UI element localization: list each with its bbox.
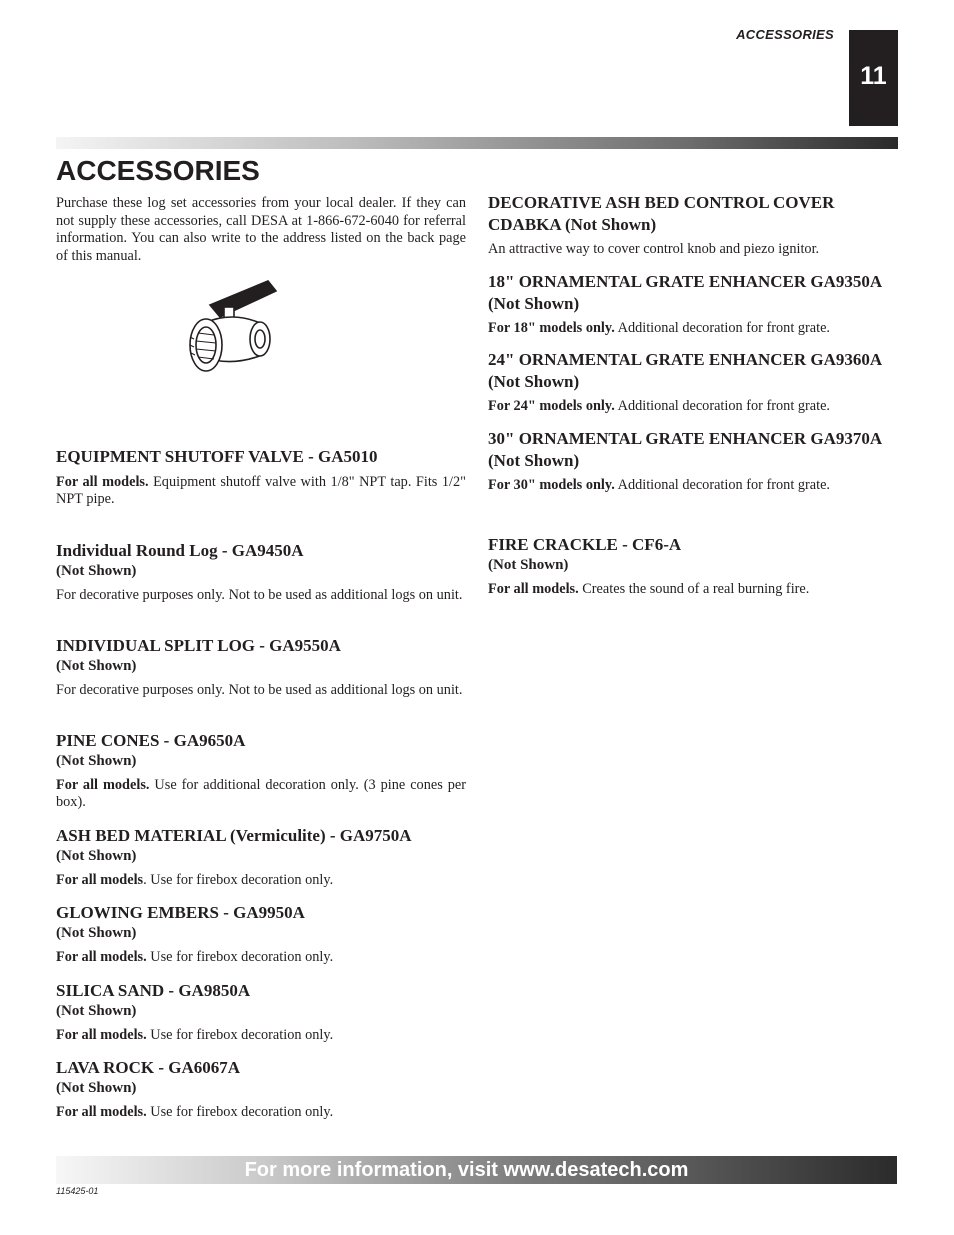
section-label: ACCESSORIES — [736, 27, 834, 42]
accessory-glowing-embers — [56, 902, 466, 966]
accessory-ash-bed-material — [56, 825, 466, 889]
item-description: For 30" models only. Additional decoration for front grate. — [488, 477, 831, 493]
item-description: For all models. Use for firebox decoration only. — [56, 1026, 334, 1043]
item-subheading: (Not Shown) — [56, 657, 137, 674]
item-description: For all models. Use for firebox decoration only. — [56, 948, 334, 965]
footer-banner: For more information, visit www.desatech.com — [56, 1156, 897, 1184]
item-subheading: (Not Shown) — [56, 562, 137, 579]
accessory-equipment-shutoff-valve — [56, 446, 466, 509]
item-subheading: (Not Shown) — [56, 1079, 137, 1096]
item-description: For all models. Use for additional decoration only. (3 pine cones per box). — [56, 776, 466, 810]
item-heading: 24" ORNAMENTAL GRATE ENHANCER GA9360A (Not Shown) — [488, 350, 882, 391]
item-heading: FIRE CRACKLE - CF6-A — [488, 535, 682, 554]
item-subheading: (Not Shown) — [56, 752, 137, 769]
accessory-split-log — [56, 635, 466, 699]
accessory-grate-enhancer-30 — [488, 428, 898, 495]
page-number: 11 — [849, 30, 898, 126]
item-description: For decorative purposes only. Not to be used as additional logs on unit. — [56, 586, 463, 603]
intro-paragraph: Purchase these log set accessories from your local dealer. If they can not supply these accessories, call DESA at 1-866-672-6040 for referral information. You can also write to the address listed on the back page of this manual. — [56, 195, 466, 264]
item-heading: INDIVIDUAL SPLIT LOG - GA9550A — [56, 636, 341, 655]
item-description: For decorative purposes only. Not to be used as additional logs on unit. — [56, 681, 463, 698]
item-heading: ASH BED MATERIAL (Vermiculite) - GA9750A — [56, 826, 412, 845]
item-subheading: (Not Shown) — [56, 1002, 137, 1019]
item-heading: LAVA ROCK - GA6067A — [56, 1058, 241, 1077]
item-heading: 30" ORNAMENTAL GRATE ENHANCER GA9370A (Not Shown) — [488, 429, 882, 470]
item-description: For all models. Equipment shutoff valve with 1/8" NPT tap. Fits 1/2" NPT pipe. — [56, 473, 466, 507]
item-description: For 24" models only. Additional decoration for front grate. — [488, 398, 831, 414]
page-title: ACCESSORIES — [56, 155, 260, 186]
item-heading: DECORATIVE ASH BED CONTROL COVER CDABKA (Not Shown) — [488, 193, 835, 234]
item-heading: PINE CONES - GA9650A — [56, 731, 246, 750]
accessory-fire-crackle — [488, 534, 898, 598]
item-heading: 18" ORNAMENTAL GRATE ENHANCER GA9350A (Not Shown) — [488, 272, 882, 313]
item-heading: SILICA SAND - GA9850A — [56, 981, 251, 1000]
accessory-ash-bed-control-cover — [488, 192, 898, 259]
header-divider — [56, 137, 898, 149]
accessory-pine-cones — [56, 730, 466, 812]
accessory-silica-sand — [56, 980, 466, 1044]
item-description: For all models. Use for firebox decoration only. — [56, 871, 334, 888]
accessory-lava-rock — [56, 1057, 466, 1121]
accessory-round-log — [56, 540, 466, 604]
item-description: For all models. Use for firebox decoration only. — [56, 1103, 334, 1120]
item-description: For 18" models only. Additional decoration for front grate. — [488, 320, 831, 336]
accessory-grate-enhancer-24 — [488, 349, 898, 416]
item-subheading: (Not Shown) — [56, 924, 137, 941]
item-heading: Individual Round Log - GA9450A — [56, 541, 304, 560]
document-number: 115425-01 — [56, 1186, 99, 1196]
item-subheading: (Not Shown) — [56, 847, 137, 864]
item-heading: EQUIPMENT SHUTOFF VALVE - GA5010 — [56, 447, 378, 466]
item-subheading: (Not Shown) — [488, 556, 569, 573]
accessory-grate-enhancer-18 — [488, 271, 898, 338]
shutoff-valve-illustration — [180, 275, 285, 380]
item-heading: GLOWING EMBERS - GA9950A — [56, 903, 305, 922]
item-description: For all models. Creates the sound of a real burning fire. — [488, 580, 810, 597]
item-description: An attractive way to cover control knob and piezo ignitor. — [488, 241, 820, 257]
